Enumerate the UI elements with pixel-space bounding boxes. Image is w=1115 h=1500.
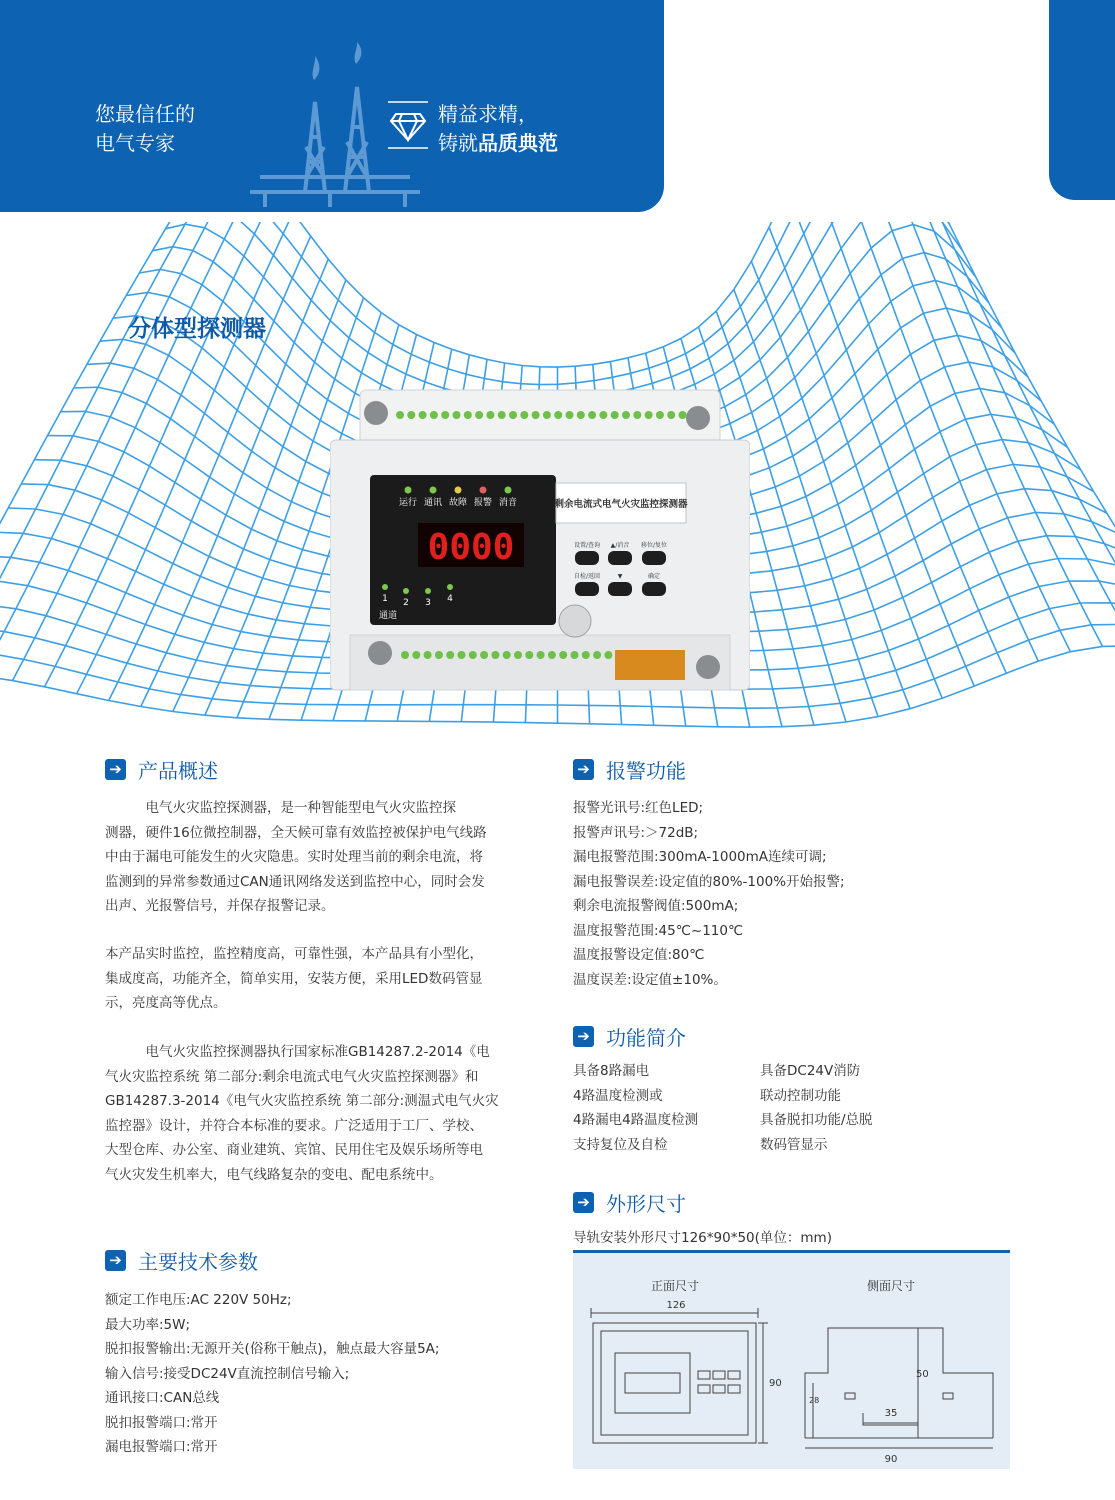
list-item: 最大功率:5W; xyxy=(105,1316,191,1333)
section-dimensions-header xyxy=(573,1188,686,1217)
list-item: 通讯接口:CAN总线 xyxy=(105,1390,220,1406)
list-item: 支持复位及自检 xyxy=(573,1136,668,1153)
section-tech-header xyxy=(105,1246,258,1275)
text-line: 电气火灾监控探测器，是一种智能型电气火灾监控探 xyxy=(105,800,456,816)
features-list-col2 xyxy=(760,1059,873,1157)
list-item: 4路温度检测或 xyxy=(573,1087,663,1104)
arrow-right-icon: ➔ xyxy=(105,759,126,780)
channel-1: 1 xyxy=(382,594,388,604)
diamond-icon xyxy=(388,100,428,150)
down-button[interactable] xyxy=(608,582,632,596)
section-alarm-header xyxy=(573,755,686,784)
shift-button[interactable] xyxy=(642,551,666,565)
list-item: 脱扣报警端口:常开 xyxy=(105,1414,218,1431)
list-item: 脱扣报警输出:无源开关(俗称干触点)，触点最大容量5A; xyxy=(105,1341,440,1357)
text-line: GB14287.3-2014《电气火灾监控系统 第二部分:测温式电气火灾 xyxy=(105,1093,499,1109)
top-banner xyxy=(0,0,664,212)
overview-paragraph-3 xyxy=(105,1040,550,1187)
list-item: 温度报警设定值:80℃ xyxy=(573,947,705,963)
product-title: 分体型探测器 xyxy=(128,316,266,342)
indicator-comm: 通讯 xyxy=(423,498,443,508)
list-item: 额定工作电压:AC 220V 50Hz; xyxy=(105,1292,292,1308)
arrow-right-icon: ➔ xyxy=(573,1192,594,1213)
list-item: 漏电报警误差:设定值的80%-100%开始报警; xyxy=(573,873,845,890)
tagline-line2: 电气专家 xyxy=(95,131,175,155)
btn-label-test: 自检/返回 xyxy=(573,573,601,580)
text-line: 中由于漏电可能发生的火灾隐患。实时处理当前的剩余电流，将 xyxy=(105,849,483,865)
list-item: 具备DC24V消防 xyxy=(760,1063,861,1079)
channel-2: 2 xyxy=(403,598,409,608)
alarm-list xyxy=(573,796,845,992)
btn-label-down: ▼ xyxy=(617,573,623,580)
ok-button[interactable] xyxy=(642,582,666,596)
text-line: 示，亮度高等优点。 xyxy=(105,995,227,1011)
arrow-right-icon: ➔ xyxy=(573,759,594,780)
section-tech-title: 主要技术参数 xyxy=(138,1250,258,1274)
list-item: 温度报警范围:45℃~110℃ xyxy=(573,922,744,939)
slogan-line1: 精益求精， xyxy=(438,102,538,126)
overview-paragraph-2 xyxy=(105,942,550,1016)
text-line: 测器，硬件16位微控制器，全天候可靠有效监控被保护电气线路 xyxy=(105,824,487,841)
tech-params-list xyxy=(105,1288,439,1460)
text-line: 监测到的异常参数通过CAN通讯网络发送到监控中心，同时会发 xyxy=(105,873,485,890)
text-line: 集成度高，功能齐全，简单实用，安装方便，采用LED数码管显 xyxy=(105,970,483,987)
list-item: 温度误差:设定值±10%。 xyxy=(573,971,727,988)
buzzer-grille xyxy=(559,605,591,637)
section-features-header xyxy=(573,1022,686,1051)
list-item: 数码管显示 xyxy=(760,1136,828,1153)
text-line: 出声、光报警信号，并保存报警记录。 xyxy=(105,898,335,914)
dim-side-depth: 90 xyxy=(884,1454,898,1465)
section-overview-title: 产品概述 xyxy=(138,759,218,783)
list-item: 剩余电流报警阀值:500mA; xyxy=(573,898,739,914)
btn-label-up: ▲/消音 xyxy=(610,542,630,549)
channel-label: 通道 xyxy=(378,611,398,621)
section-alarm-title: 报警功能 xyxy=(606,759,686,783)
list-item: 报警光讯号:红色LED; xyxy=(573,800,704,816)
section-dimensions-title: 外形尺寸 xyxy=(606,1192,686,1216)
top-banner-right xyxy=(1049,0,1115,200)
dim-side-height: 50 xyxy=(916,1369,929,1380)
list-item: 4路漏电4路温度检测 xyxy=(573,1112,699,1128)
up-button[interactable] xyxy=(608,551,632,565)
text-line: 大型仓库、办公室、商业建筑、宾馆、民用住宅及娱乐场所等电 xyxy=(105,1142,483,1158)
btn-label-set: 设置/查询 xyxy=(573,542,601,549)
dim-side-rail: 35 xyxy=(884,1408,898,1419)
section-overview-header xyxy=(105,755,218,784)
side-view-label: 侧面尺寸 xyxy=(867,1279,916,1293)
arrow-right-icon: ➔ xyxy=(105,1250,126,1271)
text-line: 气火灾监控系统 第二部分:剩余电流式电气火灾监控探测器》和 xyxy=(105,1068,479,1085)
btn-label-ok: 确定 xyxy=(647,573,661,580)
text-line: 气火灾发生机率大，电气线路复杂的变电、配电系统中。 xyxy=(105,1166,443,1183)
slogan-prefix: 铸就 xyxy=(438,131,478,155)
display-digits: 0000 xyxy=(427,527,515,568)
channel-4: 4 xyxy=(447,594,453,604)
dimension-drawing xyxy=(573,1253,1010,1469)
front-view-label: 正面尺寸 xyxy=(651,1279,700,1293)
indicator-run: 运行 xyxy=(398,498,418,508)
list-item: 具备脱扣功能/总脱 xyxy=(760,1112,873,1128)
arrow-right-icon: ➔ xyxy=(573,1026,594,1047)
btn-label-shift: 移位/复位 xyxy=(640,542,668,549)
list-item: 报警声讯号:＞72dB; xyxy=(573,824,699,841)
slogan-line2 xyxy=(438,129,558,158)
indicator-mute: 消音 xyxy=(498,498,518,508)
slogan xyxy=(438,100,558,158)
list-item: 漏电报警范围:300mA-1000mA连续可调; xyxy=(573,849,827,865)
list-item: 漏电报警端口:常开 xyxy=(105,1439,218,1455)
detector-device-image xyxy=(330,385,750,705)
slogan-bold: 品质典范 xyxy=(478,131,558,155)
text-line: 监控器》设计，并符合本标准的要求。广泛适用于工厂、学校、 xyxy=(105,1117,483,1134)
overview-paragraph-1 xyxy=(105,796,550,919)
list-item: 具备8路漏电 xyxy=(573,1063,650,1079)
list-item: 输入信号:接受DC24V直流控制信号输入; xyxy=(105,1365,350,1382)
dimensions-caption: 导轨安装外形尺寸126*90*50(单位：mm) xyxy=(573,1230,832,1246)
panel-label: 剩余电流式电气火灾监控探测器 xyxy=(554,499,688,510)
channel-3: 3 xyxy=(425,598,431,608)
text-line: 本产品实时监控，监控精度高，可靠性强，本产品具有小型化， xyxy=(105,946,483,962)
text-line: 电气火灾监控探测器执行国家标准GB14287.2-2014《电 xyxy=(105,1044,490,1060)
list-item: 联动控制功能 xyxy=(760,1087,841,1104)
dim-side-base: 28 xyxy=(809,1396,820,1405)
indicator-fault: 故障 xyxy=(448,498,468,508)
section-features-title: 功能简介 xyxy=(606,1026,686,1050)
set-button[interactable] xyxy=(575,551,599,565)
tagline-line1: 您最信任的 xyxy=(95,102,195,126)
dim-front-width: 126 xyxy=(666,1300,686,1311)
dim-front-height: 90 xyxy=(769,1378,782,1389)
features-list-col1 xyxy=(573,1059,698,1157)
indicator-alarm: 报警 xyxy=(473,498,493,508)
dimension-drawing-panel xyxy=(573,1250,1010,1469)
test-button[interactable] xyxy=(575,582,599,596)
tagline xyxy=(95,100,195,158)
